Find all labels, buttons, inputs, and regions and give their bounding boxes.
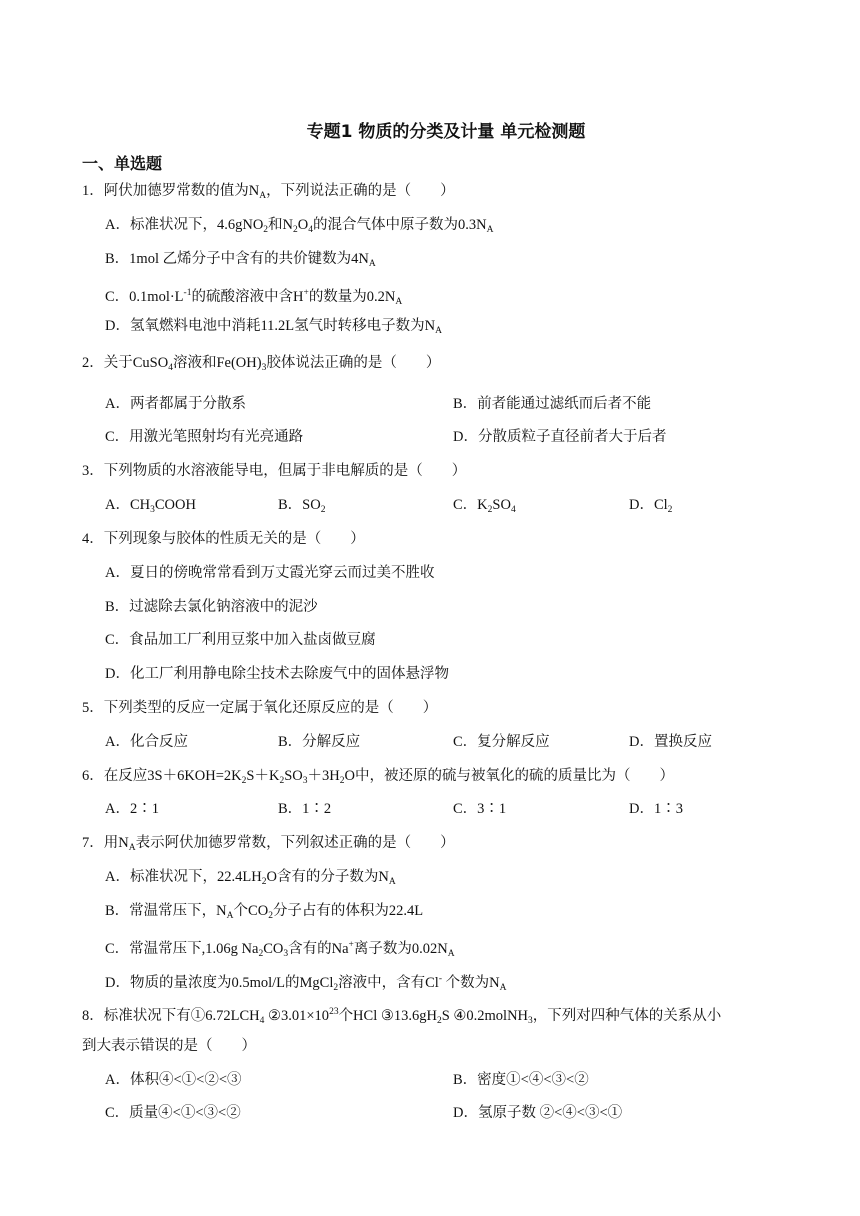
- question-1-option-b[interactable]: B．1mol 乙烯分子中含有的共价键数为$4N_A$: [105, 251, 376, 269]
- question-3-stem: 3．下列物质的水溶液能导电，但属于非电解质的是（ ）: [82, 463, 467, 479]
- section-heading: 一、单选题: [82, 154, 163, 173]
- question-6-option-d[interactable]: D．1∶3: [629, 801, 683, 817]
- question-8-option-c[interactable]: C．质量④<①<③<②: [105, 1105, 241, 1121]
- question-1-option-c[interactable]: C．$0.1mol\cdot L^{-1}$的硫酸溶液中含H+的数量为$0.2N_A$: [105, 288, 403, 307]
- question-2-option-b[interactable]: B．前者能通过滤纸而后者不能: [453, 396, 652, 412]
- question-2-option-d[interactable]: D．分散质粒子直径前者大于后者: [453, 429, 667, 445]
- question-8-stem-line-2: 到大表示错误的是（ ）: [82, 1038, 256, 1054]
- question-7-stem: 7．用$N_A$表示阿伏加德罗常数，下列叙述正确的是（ ）: [82, 835, 455, 853]
- question-2-stem: 2．关于CuSO$_4$溶液和$Fe(OH)_3$胶体说法正确的是（ ）: [82, 355, 441, 373]
- question-8-option-b[interactable]: B．密度①<④<③<②: [453, 1072, 589, 1088]
- question-6-stem: 6．在反应$3S+6KOH=2K_2S+K_2SO_3+3H_2O$中，被还原的硫与被氧化的硫的质量比为（ ）: [82, 768, 674, 786]
- question-7-option-d[interactable]: D．物质的量浓度为0.5mol/L的MgCl$_2$溶液中，含有Cl- 个数为$N_A$: [105, 974, 507, 993]
- question-4-option-a[interactable]: A．夏日的傍晚常常看到万丈霞光穿云而过美不胜收: [105, 565, 435, 581]
- question-5-option-b[interactable]: B．分解反应: [278, 734, 361, 750]
- question-8-option-a[interactable]: A．体积④<①<②<③: [105, 1072, 242, 1088]
- question-4-option-d[interactable]: D．化工厂利用静电除尘技术去除废气中的固体悬浮物: [105, 666, 449, 682]
- question-7-option-b[interactable]: B．常温常压下，$N_A$个$CO_2$分子占有的体积为22.4L: [105, 903, 424, 921]
- question-6-option-b[interactable]: B．1∶2: [278, 801, 332, 817]
- question-8-stem-line-1: 8．标准状况下有$①6.72LCH_4$ $②3.01\times 10^{23}$个HCl $③13.6gH_2S$ ④0.2molNH$_3$，下列对四种气体的关系从小: [82, 1007, 722, 1026]
- page-title: 专题1 物质的分类及计量 单元检测题: [306, 122, 586, 142]
- question-5-stem: 5．下列类型的反应一定属于氧化还原反应的是（ ）: [82, 700, 438, 716]
- question-4-option-c[interactable]: C．食品加工厂利用豆浆中加入盐卤做豆腐: [105, 632, 376, 648]
- question-3-option-a[interactable]: A．$CH_3COOH$: [105, 497, 196, 515]
- question-7-option-a[interactable]: A．标准状况下，$22.4LH_2O$含有的分子数为$N_A$: [105, 869, 396, 887]
- question-6-option-c[interactable]: C．3∶1: [453, 801, 507, 817]
- question-4-option-b[interactable]: B．过滤除去氯化钠溶液中的泥沙: [105, 599, 318, 615]
- question-1-option-a[interactable]: A．标准状况下，4.6gNO$_2$和$N_2O_4$的混合气体中原子数为$0.3N_A$: [105, 217, 494, 235]
- question-3-option-d[interactable]: D．$Cl_2$: [629, 497, 673, 515]
- question-3-option-c[interactable]: C．$K_2SO_4$: [453, 497, 516, 515]
- question-7-option-c[interactable]: C．常温常压下,1.06g $Na_2CO_3$含有的Na+离子数为$0.02N_A$: [105, 940, 455, 959]
- question-4-stem: 4．下列现象与胶体的性质无关的是（ ）: [82, 531, 365, 547]
- question-3-option-b[interactable]: B．$SO_2$: [278, 497, 326, 515]
- question-6-option-a[interactable]: A．2∶1: [105, 801, 159, 817]
- question-5-option-c[interactable]: C．复分解反应: [453, 734, 550, 750]
- question-2-option-a[interactable]: A．两者都属于分散系: [105, 396, 246, 412]
- question-5-option-a[interactable]: A．化合反应: [105, 734, 188, 750]
- question-2-option-c[interactable]: C．用激光笔照射均有光亮通路: [105, 429, 304, 445]
- question-1-option-d[interactable]: D．氢氧燃料电池中消耗11.2L氢气时转移电子数为$N_A$: [105, 318, 443, 336]
- question-5-option-d[interactable]: D．置换反应: [629, 734, 712, 750]
- question-8-option-d[interactable]: D．氢原子数 ②<④<③<①: [453, 1105, 623, 1121]
- question-1-stem: 1．阿伏加德罗常数的值为$N_A$，下列说法正确的是（ ）: [82, 183, 455, 201]
